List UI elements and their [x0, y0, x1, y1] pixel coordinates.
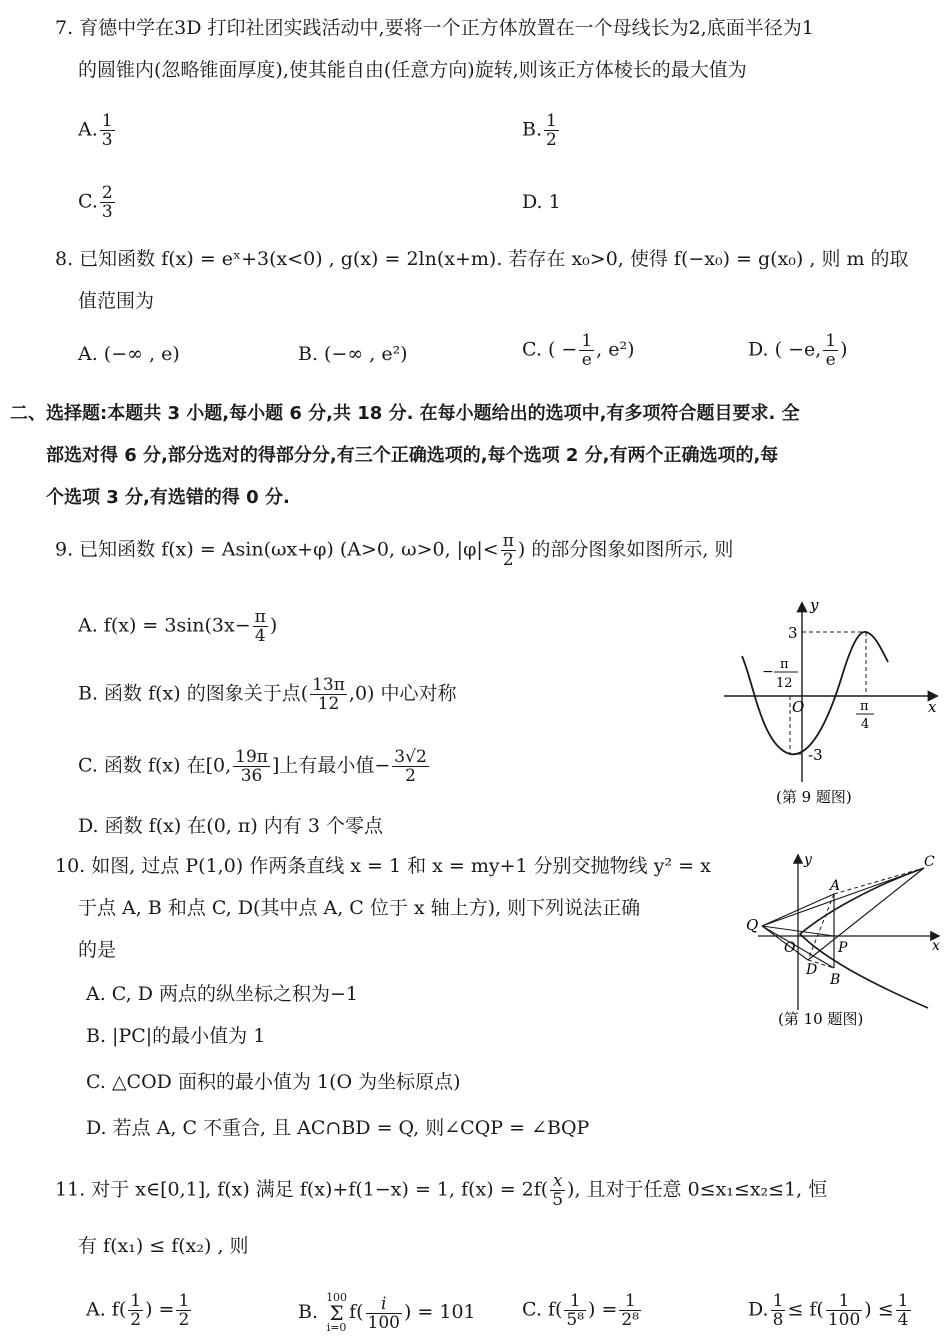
q10-b-label: B [830, 972, 841, 988]
q10-y-label: y [804, 852, 812, 868]
q10-option-d: D. 若点 A, C 不重合, 且 AC∩BD = Q, 则∠CQP = ∠BQP [86, 1117, 590, 1139]
q7-option-b: B. $\frac{1}{2}$ [522, 111, 557, 150]
q10-c-label: C [924, 854, 935, 870]
q7-option-c: C. $\frac{2}{3}$ [78, 183, 113, 222]
q9-tick-3: 3 [788, 624, 798, 642]
q9-tick-right-num: π [860, 699, 869, 714]
q9-tick-right-den: 4 [861, 717, 870, 732]
q10-x-label: x [932, 938, 940, 954]
q9-sine-curve [742, 632, 888, 754]
q10-stem-line3: 的是 [78, 939, 117, 961]
q9-tick-left-num: π [780, 657, 789, 672]
q11-option-d: D. $\frac{1}{8}$ ≤ f( $\frac{1}{100}$ ) ≤ $\frac{1}{4}$ [748, 1291, 909, 1330]
q11-option-c: C. f( $\frac{1}{\text{5⁸}}$ ) = $\frac{1}{\text{2⁸}}$ [522, 1291, 640, 1330]
q11-option-b: B. 100 Σ i=0 f( $\frac{i}{100}$ ) = 101 [298, 1291, 476, 1334]
q8-option-b: B. (−∞ , e²) [298, 343, 408, 365]
q10-dash-ac [834, 868, 924, 894]
q10-option-a: A. C, D 两点的纵坐标之积为−1 [86, 983, 359, 1005]
q8-stem-line1: 8. 已知函数 f(x) = eˣ+3(x<0) , g(x) = 2ln(x+m). 若存在 x₀>0, 使得 f(−x₀) = g(x₀) , 则 m 的取 [55, 248, 909, 270]
q7-stem-line2: 的圆锥内(忽略锥面厚度),使其能自由(任意方向)旋转,则该正方体棱长的最大值为 [78, 59, 747, 81]
q10-p-label: P [838, 940, 848, 956]
q9-tick-left-sign: − [762, 664, 774, 680]
section2-line3: 个选项 3 分,有选错的得 0 分. [46, 487, 290, 508]
q9-stem: 9. 已知函数 f(x) = Asin(ωx+φ) (A>0, ω>0, |φ|< $\frac{\pi}{2}$ ) 的部分图象如图所示, 则 [55, 531, 734, 570]
q9-option-b: B. 函数 f(x) 的图象关于点( $\frac{13\pi}{12}$ ,0) 中心对称 [78, 675, 457, 714]
q9-origin-label: O [792, 698, 805, 716]
q10-option-c: C. △COD 面积的最小值为 1(O 为坐标原点) [86, 1071, 461, 1093]
q8-option-d: D. ( −e, $\frac{1}{e}$ ) [748, 331, 848, 370]
q9-option-d: D. 函数 f(x) 在(0, π) 内有 3 个零点 [78, 815, 383, 837]
q10-line-qc [762, 868, 924, 926]
q9-option-c: C. 函数 f(x) 在[0, $\frac{19\pi}{36}$ ]上有最小值− $\frac{3√2}{2}$ [78, 747, 427, 786]
q11-option-a: A. f( $\frac{1}{2}$ ) = $\frac{1}{2}$ [86, 1291, 190, 1330]
q10-a-label: A [830, 878, 841, 894]
q10-figure [738, 850, 944, 1032]
q8-stem-line2: 值范围为 [78, 290, 155, 312]
q10-d-label: D [806, 962, 818, 978]
q10-stem-line1: 10. 如图, 过点 P(1,0) 作两条直线 x = 1 和 x = my+1 分别交抛物线 y² = x [55, 855, 711, 877]
q7-option-a: A. $\frac{1}{3}$ [78, 111, 113, 150]
q11-stem-line2: 有 f(x₁) ≤ f(x₂) , 则 [78, 1235, 249, 1257]
q9-x-label: x [928, 698, 937, 716]
section2-line2: 部选对得 6 分,部分选对的得部分分,有三个正确选项的,每个选项 2 分,有两个正确选项的,每 [46, 445, 779, 466]
q9-figure [718, 596, 944, 818]
q10-option-b: B. |PC|的最小值为 1 [86, 1025, 266, 1047]
q10-caption: (第 10 题图) [778, 1010, 864, 1028]
q9-tick-neg3: -3 [808, 746, 823, 764]
section2-line1: 二、选择题:本题共 3 小题,每小题 6 分,共 18 分. 在每小题给出的选项中,有多项符合题目要求. 全 [10, 403, 800, 424]
q10-o-label: O [784, 940, 796, 956]
q9-y-label: y [810, 596, 819, 614]
q7-stem-line1: 7. 育德中学在3D 打印社团实践活动中,要将一个正方体放置在一个母线长为2,底面半径为1 [55, 17, 814, 39]
q10-line-cd [808, 868, 924, 960]
q7-option-d: D. 1 [522, 191, 561, 213]
q10-q-label: Q [746, 916, 759, 934]
q10-stem-line2: 于点 A, B 和点 C, D(其中点 A, C 位于 x 轴上方), 则下列说法正确 [78, 897, 641, 919]
q9-tick-left-den: 12 [776, 676, 793, 691]
q9-caption: (第 9 题图) [776, 788, 852, 806]
q8-option-c: C. ( − $\frac{1}{e}$ , e²) [522, 331, 635, 370]
q11-stem-line1: 11. 对于 x∈[0,1], f(x) 满足 f(x)+f(1−x) = 1, f(x) = 2f( $\frac{x}{5}$ ), 且对于任意 0≤x₁≤x₂≤1, 恒 [55, 1171, 828, 1210]
q8-option-a: A. (−∞ , e) [78, 343, 180, 365]
q9-option-a: A. f(x) = 3sin(3x− $\frac{\pi}{4}$ ) [78, 607, 278, 646]
